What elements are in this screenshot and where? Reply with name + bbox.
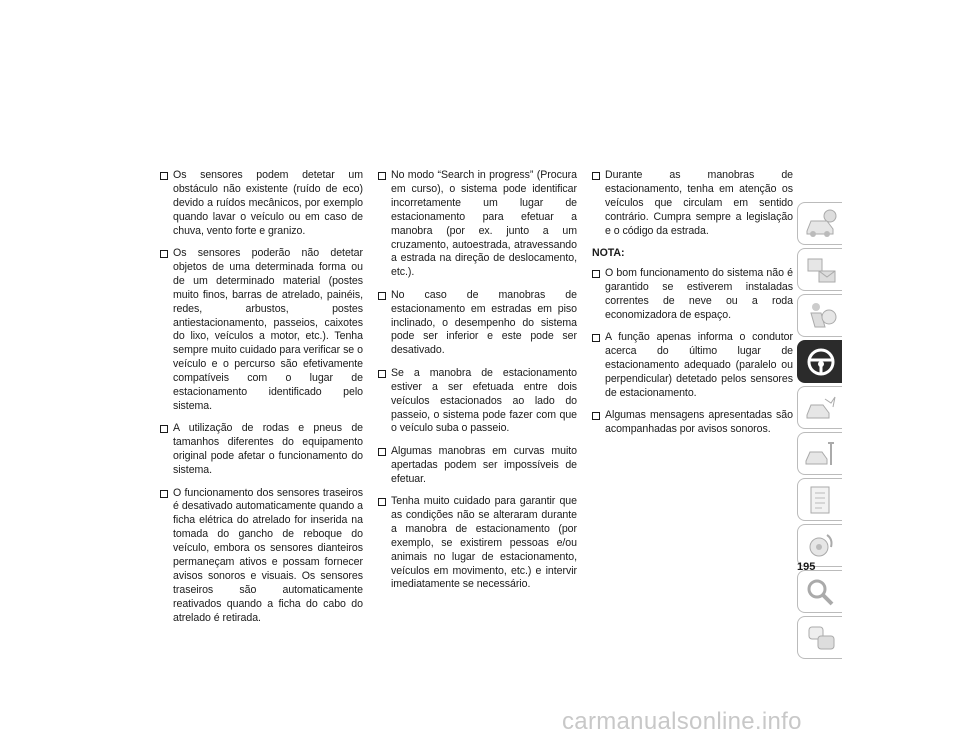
watermark: carmanualsonline.info xyxy=(562,708,802,735)
search-icon xyxy=(803,575,839,609)
bullet-item: No modo “Search in progress” (Procura em curso), o sistema pode identificar incorretamente um lugar de estacionamento para efetuar a manobra (por ex. junto a um cruzamento, autoestrada, atravessando a estrada na direção de deslocamento, etc.). xyxy=(378,169,577,280)
bullet-item: Os sensores podem detetar um obstáculo não existente (ruído de eco) devido a ruídos mecânicos, por exemplo quando lavar o veículo ou em caso de chuva, vento forte e granizo. xyxy=(160,169,363,239)
tab-car-service[interactable] xyxy=(797,432,842,475)
car-service-icon xyxy=(803,437,839,471)
checkbox-bullet-icon xyxy=(160,425,168,433)
tab-specifications[interactable] xyxy=(797,478,842,521)
tab-search[interactable] xyxy=(797,570,842,613)
checkbox-bullet-icon xyxy=(378,292,386,300)
bullet-item: O funcionamento dos sensores traseiros é desativado automaticamente quando a ficha elétrica do atrelado for inserida na tomada do gancho de reboque do veículo, embora os sensores dianteiros permaneçam ativos e possam fornecer avisos sonoros e visuais. Os sensores traseiros são automaticamente reativados quando a ficha do cabo do atrelado é retirada. xyxy=(160,487,363,626)
checkbox-bullet-icon xyxy=(592,172,600,180)
bullet-item: Os sensores poderão não detetar objetos de uma determinada forma ou de um determinado material (postes muito finos, barras de atrelado, painéis, redes, arbustos, postes antiestacionamento, passeios, caixotes do lixo, veículos a motor, etc.). Tenha sempre muito cuidado para verificar se o veículo e o percurso são efetivamente compatíveis com o lugar de estacionamento identificado pelo sistema. xyxy=(160,247,363,414)
checkbox-bullet-icon xyxy=(378,448,386,456)
tab-steering-wheel[interactable] xyxy=(797,340,842,383)
car-mail-icon xyxy=(803,253,839,287)
checkbox-bullet-icon xyxy=(378,498,386,506)
bullet-item: O bom funcionamento do sistema não é garantido se estiverem instaladas correntes de neve ou a roda economizadora de espaço. xyxy=(592,267,793,323)
languages-icon xyxy=(803,621,839,655)
page-number: 195 xyxy=(797,561,816,573)
tab-car-crash[interactable] xyxy=(797,386,842,429)
note-heading: NOTA: xyxy=(592,247,625,260)
bullet-item: Tenha muito cuidado para garantir que as condições não se alteraram durante a manobra de estacionamento (por exemplo, se existirem pessoas e/ou animais no lugar de estacionamento, veículos em movimento, etc.) e intervir imediatamente se necessário. xyxy=(378,495,577,592)
tab-car-info[interactable] xyxy=(797,202,842,245)
checkbox-bullet-icon xyxy=(160,172,168,180)
checkbox-bullet-icon xyxy=(160,490,168,498)
bullet-item: A função apenas informa o condutor acerca do último lugar de estacionamento adequado (paralelo ou perpendicular) detetado pelos sensores de estacionamento. xyxy=(592,331,793,401)
column-3 xyxy=(592,169,793,445)
checkbox-bullet-icon xyxy=(378,172,386,180)
checkbox-bullet-icon xyxy=(592,270,600,278)
bullet-item: Se a manobra de estacionamento estiver a ser efetuada entre dois veículos estacionados ao lado do passeio, o sistema pode fazer com que o veículo suba o passeio. xyxy=(378,367,577,437)
checkbox-bullet-icon xyxy=(160,250,168,258)
bullet-item: Algumas manobras em curvas muito apertadas podem ser impossíveis de efetuar. xyxy=(378,445,577,487)
specifications-icon xyxy=(803,483,839,517)
bullet-item: A utilização de rodas e pneus de tamanhos diferentes do equipamento original pode afetar o funcionamento do sistema. xyxy=(160,422,363,478)
car-info-icon xyxy=(803,207,839,241)
chapter-tabs xyxy=(797,202,842,662)
tab-languages[interactable] xyxy=(797,616,842,659)
bullet-item: No caso de manobras de estacionamento em estradas em piso inclinado, o desempenho do sistema pode ser inferior e este pode ser desativado. xyxy=(378,289,577,359)
tab-airbag[interactable] xyxy=(797,294,842,337)
checkbox-bullet-icon xyxy=(378,370,386,378)
multimedia-icon xyxy=(803,529,839,563)
airbag-icon xyxy=(803,299,839,333)
steering-wheel-icon xyxy=(803,345,839,379)
checkbox-bullet-icon xyxy=(592,412,600,420)
checkbox-bullet-icon xyxy=(592,334,600,342)
tab-car-mail[interactable] xyxy=(797,248,842,291)
bullet-item: Algumas mensagens apresentadas são acompanhadas por avisos sonoros. xyxy=(592,409,793,437)
car-crash-icon xyxy=(803,391,839,425)
column-1 xyxy=(160,169,363,634)
column-2 xyxy=(378,169,577,601)
bullet-item: Durante as manobras de estacionamento, tenha em atenção os veículos que circulam em sentido contrário. Cumpra sempre a legislação e o código da estrada. xyxy=(592,169,793,239)
